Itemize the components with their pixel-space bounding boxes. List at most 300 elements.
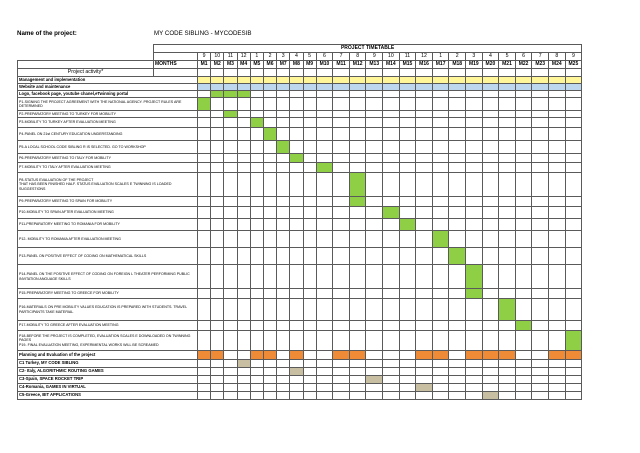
empty-cell [211,384,224,392]
empty-cell [565,376,582,384]
empty-cell [532,197,549,207]
empty-cell [466,231,483,248]
empty-cell [499,98,516,111]
empty-cell [303,331,316,351]
scheduled-cell [399,219,416,231]
scheduled-cell [333,351,350,360]
empty-cell [499,321,516,331]
scheduled-cell [349,197,366,207]
empty-cell [399,289,416,299]
empty-cell [466,392,483,400]
month-code-cell: M16 [416,61,433,69]
empty-cell [277,392,290,400]
empty-cell [449,321,466,331]
calendar-month-cell: 12 [416,53,433,61]
empty-cell [211,98,224,111]
empty-cell [198,163,211,173]
empty-cell [277,163,290,173]
empty-cell [198,331,211,351]
empty-cell [499,111,516,118]
empty-cell [290,265,303,289]
empty-cell [366,98,383,111]
empty-cell [333,331,350,351]
empty-cell [237,299,250,321]
empty-cell [263,231,276,248]
project-timetable [17,44,582,400]
empty-cell [482,163,499,173]
empty-cell [432,248,449,265]
calendar-month-cell: 6 [515,53,532,61]
empty-cell [303,299,316,321]
activity-label: C1 Turkey, MY CODE SIBLING [18,360,198,368]
scheduled-cell [211,91,224,98]
empty-cell [515,392,532,400]
empty-cell [224,384,237,392]
empty-cell [399,111,416,118]
empty-cell [250,368,263,376]
empty-cell [399,231,416,248]
empty-cell [198,289,211,299]
empty-cell [482,154,499,163]
empty-cell [515,154,532,163]
empty-cell [432,289,449,299]
empty-cell [532,265,549,289]
scheduled-cell [237,84,250,91]
empty-cell [416,219,433,231]
empty-cell [416,231,433,248]
empty-cell [316,368,333,376]
month-code-cell: M5 [250,61,263,69]
empty-cell [482,91,499,98]
empty-cell [277,384,290,392]
empty-cell [565,111,582,118]
empty-cell [198,360,211,368]
empty-cell [482,219,499,231]
scheduled-cell [549,84,566,91]
title-spacer [18,45,154,53]
empty-cell [466,69,483,77]
empty-cell [290,98,303,111]
empty-cell [290,118,303,128]
empty-cell [482,98,499,111]
empty-cell [366,141,383,154]
empty-cell [263,118,276,128]
empty-cell [449,128,466,141]
empty-cell [449,376,466,384]
empty-cell [432,384,449,392]
empty-cell [399,360,416,368]
empty-cell [499,376,516,384]
empty-cell [499,331,516,351]
empty-cell [349,376,366,384]
empty-cell [198,248,211,265]
empty-cell [499,207,516,219]
empty-cell [237,173,250,197]
empty-cell [499,197,516,207]
empty-cell [399,128,416,141]
empty-cell [499,69,516,77]
month-code-cell: M22 [515,61,532,69]
empty-cell [277,91,290,98]
empty-cell [449,98,466,111]
empty-cell [383,69,400,77]
months-label: MONTHS [154,61,198,69]
empty-cell [449,91,466,98]
empty-cell [303,321,316,331]
empty-cell [333,231,350,248]
empty-cell [250,360,263,368]
scheduled-cell [499,77,516,84]
empty-cell [224,299,237,321]
activity-row [18,77,582,84]
activity-row [18,91,582,98]
empty-cell [549,173,566,197]
calendar-month-cell: 8 [349,53,366,61]
empty-cell [263,331,276,351]
empty-cell [399,173,416,197]
empty-cell [224,351,237,360]
empty-cell [224,331,237,351]
calendar-month-cell: 11 [399,53,416,61]
empty-cell [250,173,263,197]
empty-cell [366,154,383,163]
empty-cell [449,351,466,360]
empty-cell [466,368,483,376]
empty-cell [416,118,433,128]
empty-cell [290,197,303,207]
empty-cell [277,98,290,111]
scheduled-cell [303,84,316,91]
empty-cell [211,118,224,128]
empty-cell [211,219,224,231]
empty-cell [303,118,316,128]
empty-cell [549,154,566,163]
empty-cell [277,111,290,118]
empty-cell [499,265,516,289]
scheduled-cell [549,351,566,360]
empty-cell [290,207,303,219]
empty-cell [532,219,549,231]
empty-cell [366,265,383,289]
empty-cell [449,231,466,248]
scheduled-cell [482,392,499,400]
empty-cell [499,219,516,231]
empty-cell [303,91,316,98]
calendar-spacer-2 [154,53,198,61]
empty-cell [211,231,224,248]
empty-cell [250,111,263,118]
empty-cell [333,163,350,173]
empty-cell [250,231,263,248]
empty-cell [366,392,383,400]
empty-cell [432,368,449,376]
empty-cell [263,384,276,392]
empty-cell [449,118,466,128]
empty-cell [263,360,276,368]
empty-cell [565,219,582,231]
calendar-spacer [18,53,154,61]
empty-cell [316,321,333,331]
scheduled-cell [383,207,400,219]
empty-cell [383,289,400,299]
empty-cell [303,248,316,265]
scheduled-cell [250,351,263,360]
empty-cell [198,321,211,331]
empty-cell [250,384,263,392]
empty-cell [432,98,449,111]
empty-cell [333,248,350,265]
activity-header: Project activity* [18,69,154,77]
scheduled-cell [549,77,566,84]
empty-cell [432,219,449,231]
empty-cell [532,248,549,265]
empty-cell [366,321,383,331]
empty-cell [499,128,516,141]
empty-cell [532,368,549,376]
empty-cell [224,376,237,384]
scheduled-cell [250,118,263,128]
empty-cell [211,248,224,265]
empty-cell [349,128,366,141]
empty-cell [366,91,383,98]
empty-cell [224,392,237,400]
empty-cell [237,154,250,163]
empty-cell [263,368,276,376]
scheduled-cell [565,84,582,91]
empty-cell [549,368,566,376]
scheduled-cell [449,77,466,84]
empty-cell [333,360,350,368]
empty-cell [549,231,566,248]
empty-cell [237,351,250,360]
empty-cell [250,197,263,207]
empty-cell [224,173,237,197]
empty-cell [366,118,383,128]
empty-cell [211,321,224,331]
activity-row [18,207,582,219]
empty-cell [366,360,383,368]
empty-cell [549,376,566,384]
empty-cell [416,197,433,207]
scheduled-cell [316,77,333,84]
activity-row [18,368,582,376]
empty-cell [532,360,549,368]
empty-cell [316,118,333,128]
scheduled-cell [198,98,211,111]
empty-cell [316,231,333,248]
empty-cell [383,351,400,360]
empty-cell [515,331,532,351]
empty-cell [532,384,549,392]
empty-cell [366,289,383,299]
empty-cell [449,392,466,400]
empty-cell [515,128,532,141]
empty-cell [449,207,466,219]
empty-cell [290,91,303,98]
empty-cell [432,173,449,197]
empty-cell [499,384,516,392]
empty-cell [211,173,224,197]
empty-cell [515,197,532,207]
project-name-value: MY CODE SIBLING - MYCODESIB [154,30,252,37]
empty-cell [466,299,483,321]
empty-cell [466,141,483,154]
empty-cell [237,231,250,248]
empty-cell [211,207,224,219]
empty-cell [224,219,237,231]
activity-row [18,331,582,351]
empty-cell [333,265,350,289]
empty-cell [198,173,211,197]
empty-cell [416,265,433,289]
empty-cell [565,360,582,368]
empty-cell [290,392,303,400]
calendar-month-cell: 9 [366,53,383,61]
empty-cell [333,207,350,219]
empty-cell [211,154,224,163]
scheduled-cell [432,351,449,360]
empty-cell [277,265,290,289]
empty-cell [565,207,582,219]
empty-cell [565,265,582,289]
empty-cell [211,111,224,118]
empty-cell [432,154,449,163]
empty-cell [515,118,532,128]
scheduled-cell [290,84,303,91]
empty-cell [532,128,549,141]
empty-cell [316,265,333,289]
scheduled-cell [432,84,449,91]
empty-cell [303,173,316,197]
empty-cell [224,248,237,265]
empty-cell [565,163,582,173]
empty-cell [565,69,582,77]
empty-cell [211,141,224,154]
empty-cell [333,91,350,98]
empty-cell [316,91,333,98]
empty-cell [532,163,549,173]
scheduled-cell [263,128,276,141]
scheduled-cell [349,77,366,84]
empty-cell [383,118,400,128]
empty-cell [499,154,516,163]
empty-cell [432,207,449,219]
scheduled-cell [366,77,383,84]
empty-cell [211,128,224,141]
empty-cell [532,91,549,98]
empty-cell [211,331,224,351]
empty-cell [449,173,466,197]
empty-cell [277,231,290,248]
empty-cell [224,128,237,141]
month-code-cell: M7 [277,61,290,69]
empty-cell [515,351,532,360]
empty-cell [449,360,466,368]
empty-cell [198,384,211,392]
empty-cell [250,219,263,231]
empty-cell [250,141,263,154]
project-name-label: Name of the project: [17,30,77,37]
month-code-cell: M11 [333,61,350,69]
empty-cell [515,219,532,231]
empty-cell [224,118,237,128]
activity-row [18,392,582,400]
empty-cell [316,197,333,207]
empty-cell [290,299,303,321]
empty-cell [303,154,316,163]
empty-cell [449,331,466,351]
activity-row [18,360,582,368]
empty-cell [237,368,250,376]
scheduled-cell [482,77,499,84]
scheduled-cell [290,351,303,360]
empty-cell [549,392,566,400]
empty-cell [549,248,566,265]
scheduled-cell [349,84,366,91]
empty-cell [499,163,516,173]
empty-cell [277,321,290,331]
activity-label: P12- MOBILITY TO ROMANIA AFTER EVALUATION MEETING [18,231,198,248]
empty-cell [250,91,263,98]
empty-cell [565,384,582,392]
empty-cell [349,91,366,98]
empty-cell [349,207,366,219]
month-code-cell: M15 [399,61,416,69]
empty-cell [466,98,483,111]
empty-cell [383,231,400,248]
scheduled-cell [532,84,549,91]
empty-cell [333,98,350,111]
empty-cell [366,248,383,265]
scheduled-cell [383,84,400,91]
empty-cell [399,331,416,351]
empty-cell [515,207,532,219]
empty-cell [416,360,433,368]
empty-cell [366,128,383,141]
empty-cell [237,376,250,384]
empty-cell [383,331,400,351]
empty-cell [333,368,350,376]
empty-cell [290,248,303,265]
calendar-month-cell: 11 [224,53,237,61]
empty-cell [316,360,333,368]
empty-cell [224,321,237,331]
scheduled-cell [499,84,516,91]
empty-cell [263,289,276,299]
empty-cell [416,111,433,118]
empty-cell [399,118,416,128]
empty-cell [333,376,350,384]
empty-cell [303,219,316,231]
empty-cell [466,360,483,368]
scheduled-cell [532,77,549,84]
empty-cell [449,154,466,163]
empty-cell [290,321,303,331]
empty-cell [250,321,263,331]
empty-cell [237,141,250,154]
empty-cell [290,111,303,118]
activity-label: P15-PREPARATORY MEETING TO GREECE FOR MOBILITY [18,289,198,299]
empty-cell [277,118,290,128]
empty-cell [499,231,516,248]
activity-row [18,154,582,163]
empty-cell [383,321,400,331]
empty-cell [349,321,366,331]
empty-cell [198,91,211,98]
scheduled-cell [432,77,449,84]
empty-cell [383,128,400,141]
empty-cell [515,299,532,321]
